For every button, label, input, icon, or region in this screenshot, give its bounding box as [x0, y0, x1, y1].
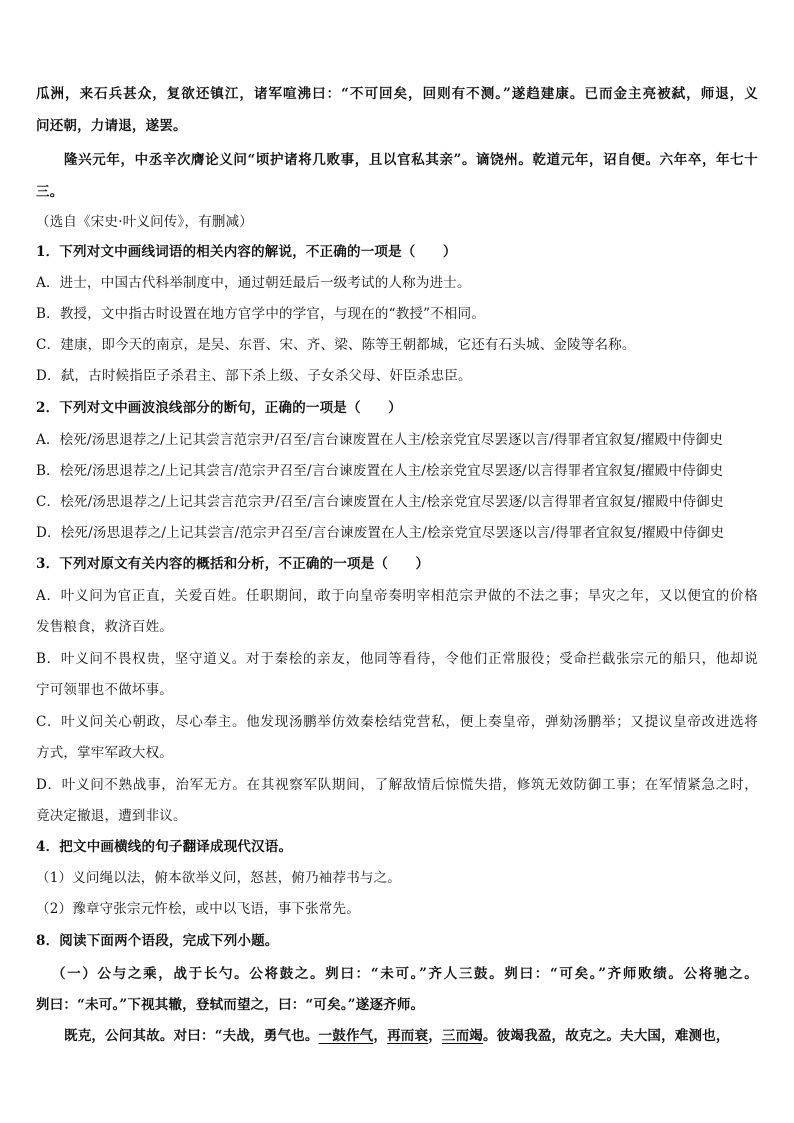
passage-line-4: 三。 [36, 184, 64, 200]
question-1-option-a: A．进士，中国古代科举制度中，通过朝廷最后一级考试的人称为进士。 [36, 275, 471, 291]
question-3-option-c-line-2: 方式，掌牢军政大权。 [36, 745, 173, 761]
punctuation: ， [428, 1028, 442, 1044]
passage-line-1: 瓜洲，来石兵甚众，复欲还镇江，诸军喧沸曰：“不可回矣，回则有不测。”遂趋建康。已而金主亮被弑，师退，义 [36, 86, 758, 102]
question-3-option-d-line-1: D．叶义问不熟战事，治军无方。在其视察军队期间，了解敌情后惊慌失措，修筑无效防御工事；在军情紧急之时， [36, 777, 758, 793]
question-3-option-b-line-1: B．叶义问不畏权贵，坚守道义。对于秦桧的亲友，他同等看待，令他们正常服役；受命拦截张宗元的船只，他却说 [36, 651, 758, 667]
reading-passage-2-line-1 [64, 1024, 758, 1044]
underlined-phrase-2: 再而衰 [387, 1028, 429, 1044]
underlined-phrase-1: 一鼓作气 [318, 1028, 374, 1044]
question-2-stem: 2．下列对文中画波浪线部分的断句，正确的一项是（ ） [36, 400, 402, 416]
question-8-stem: 8．阅读下面两个语段，完成下列小题。 [36, 933, 279, 949]
passage-source: （选自《宋史·叶义问传》，有删减） [36, 214, 253, 230]
reading-passage-1-line-2: 刿曰：“未可。”下视其辙，登轼而望之，曰：“可矣。”遂逐齐师。 [36, 997, 425, 1013]
reading-passage-1-line-1: （一）公与之乘，战于长勺。公将鼓之。刿曰：“未可。”齐人三鼓。刿曰：“可矣。”齐师败绩。公将驰之。 [52, 966, 758, 982]
question-2-option-b: B．桧死/汤思退荐之/上记其尝言/范宗尹召至/言台谏废置在人主/桧亲党宜尽罢逐/以言得罪者宜叙复/擢殿中侍御史 [36, 463, 724, 479]
underlined-phrase-3: 三而竭 [441, 1028, 484, 1044]
passage-line-2: 问还朝，力请退，遂罢。 [36, 118, 187, 134]
question-4-sentence-1: （1）义问绳以法，俯本欲举义问，怒甚，俯乃袖荐书与之。 [36, 870, 401, 886]
question-3-option-d-line-2: 竟决定撤退，遭到非议。 [36, 808, 187, 824]
question-1-stem: 1．下列对文中画线词语的相关内容的解说，不正确的一项是（ ） [36, 244, 457, 260]
question-4-sentence-2: （2）豫章守张宗元忤桧，或中以飞语，事下张常先。 [36, 901, 360, 917]
question-1-option-c: C．建康，即今天的南京，是吴、东晋、宋、齐、梁、陈等王朝都城，它还有石头城、金陵等名称。 [36, 337, 636, 353]
question-3-option-a-line-2: 发售粮食，救济百姓。 [36, 619, 173, 635]
question-2-option-c: C．桧死/汤思退荐之/上记其尝言范宗尹/召至/言台谏废置在人主/桧亲党宜尽罢逐/以言得罪者宜叙复/擢殿中侍御史 [36, 494, 724, 510]
punctuation: ， [373, 1028, 388, 1044]
passage-text: 。彼竭我盈，故克之。夫大国，难测也， [483, 1028, 730, 1044]
question-2-option-a: A．桧死/汤思退荐之/上记其尝言范宗尹/召至/言台谏废置在人主/桧亲党宜尽罢逐以言/得罪者宜叙复/擢殿中侍御史 [36, 432, 724, 448]
question-3-option-c-line-1: C．叶义问关心朝政，尽心奉主。他发现汤鹏举仿效秦桧结党营私，便上奏皇帝，弹劾汤鹏举；又提议皇帝改进选将 [36, 714, 758, 730]
passage-text: 既克，公问其故。对曰：“夫战，勇气也。 [64, 1028, 319, 1044]
question-3-stem: 3．下列对原文有关内容的概括和分析，不正确的一项是（ ） [36, 556, 430, 572]
question-2-option-d: D．桧死/汤思退荐之/上记其尝言/范宗尹召至/言台谏废置在人主/桧亲党宜尽罢逐以言/得罪者宜叙复/擢殿中侍御史 [36, 525, 725, 541]
question-4-stem: 4．把文中画横线的句子翻译成现代汉语。 [36, 839, 293, 855]
question-1-option-d: D．弑，古时候指臣子杀君主、部下杀上级、子女杀父母、奸臣杀忠臣。 [36, 368, 472, 384]
question-1-option-b: B．教授，文中指古时设置在地方官学中的学官，与现在的“教授”不相同。 [36, 306, 486, 322]
passage-line-3: 隆兴元年，中丞辛次膺论义问“顷护诸将几败事，且以官私其亲”。谪饶州。乾道元年，诏自便。六年卒，年七十 [64, 152, 758, 168]
question-3-option-a-line-1: A．叶义问为官正直，关爱百姓。任职期间，敢于向皇帝奏明宰相范宗尹做的不法之事；旱灾之年，又以便宜的价格 [36, 588, 758, 604]
question-3-option-b-line-2: 宁可领罪也不做坏事。 [36, 682, 173, 698]
